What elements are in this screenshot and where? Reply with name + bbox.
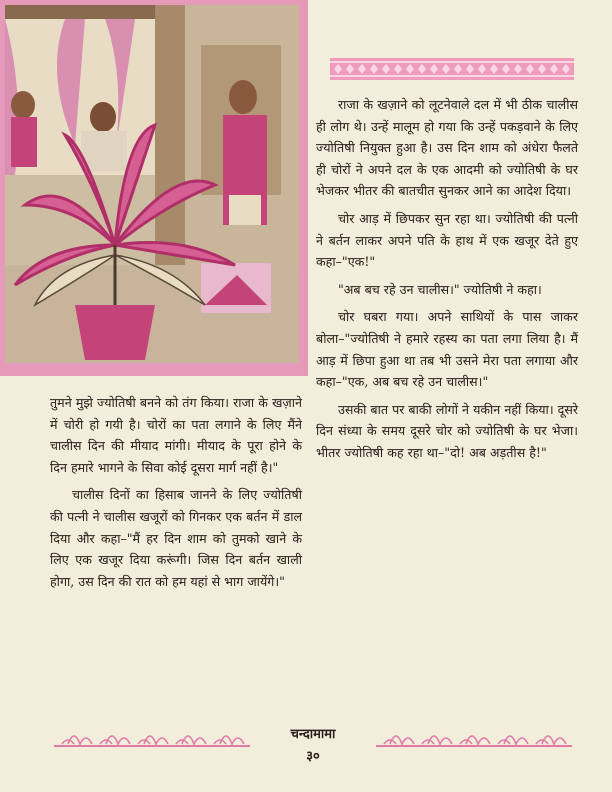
palace-scene-illustration xyxy=(5,5,299,363)
border-pattern xyxy=(330,58,574,80)
right-paragraph: चोर आड़ में छिपकर सुन रहा था। ज्योतिषी की पत्नी ने बर्तन लाकर अपने पति के हाथ में एक खजूर देते हुए कहा–"एक!" xyxy=(316,210,578,270)
left-column-text xyxy=(50,392,302,598)
footer-ornament-left xyxy=(54,722,250,752)
illustration-frame xyxy=(0,0,308,376)
page-number: ३० xyxy=(306,749,320,764)
left-paragraph: तुमने मुझे ज्योतिषी बनने को तंग किया। राजा के खज़ाने में चोरी हो गयी है। चोरों का पता लगाने के लिए मैंने चालीस दिन की मीयाद मांगी। मीयाद के पूरा होने के दिन हमारे भागने के सिवा कोई दूसरा मार्ग नहीं है।" xyxy=(50,395,302,475)
lotus-ornament-icon xyxy=(376,722,572,752)
decorative-border-strip xyxy=(330,58,574,80)
left-paragraph: चालीस दिनों का हिसाब जानने के लिए ज्योतिषी की पत्नी ने चालीस खजूरों को गिनकर एक बर्तन में डाल दिया और कहा–"मैं हर दिन शाम को तुमको खाने के लिए एक खजूर दिया करूंगी। जिस दिन बर्तन खाली होगा, उस दिन की रात को हम यहां से भाग जायेंगे।" xyxy=(50,487,302,589)
lotus-ornament-icon xyxy=(54,722,250,752)
right-column-text xyxy=(316,94,578,470)
magazine-title: चन्दामामा xyxy=(290,727,336,742)
illustration-art xyxy=(5,5,299,363)
right-paragraph: राजा के खज़ाने को लूटनेवाले दल में भी ठीक चालीस ही लोग थे। उन्हें मालूम हो गया कि उन्हें पकड़वाने के लिए ज्योतिषी नियुक्त हुआ है। उस दिन शाम को अंधेरा फैलते ही चोरों ने अपने दल के एक आदमी को ज्योतिषी के घर भेजकर भीतर की बातचीत सुनकर आने का आदेश दिया। xyxy=(316,97,578,199)
footer-ornament-right xyxy=(376,722,572,752)
right-paragraph: उसकी बात पर बाकी लोगों ने यकीन नहीं किया। दूसरे दिन संध्या के समय दूसरे चोर को ज्योतिषी के घर भेजा। भीतर ज्योतिषी कह रहा था–"दो! अब अड़तीस है!" xyxy=(316,401,578,460)
right-paragraph: चोर घबरा गया। अपने साथियों के पास जाकर बोला–"ज्योतिषी ने हमारे रहस्य का पता लगा लिया है। मैं आड़ में छिपा हुआ था तब भी उसने मेरा पता लगाया और कहा–"एक, अब बच रहे उन चालीस।" xyxy=(316,309,578,390)
right-paragraph: "अब बच रहे उन चालीस।" ज्योतिषी ने कहा। xyxy=(338,281,542,297)
